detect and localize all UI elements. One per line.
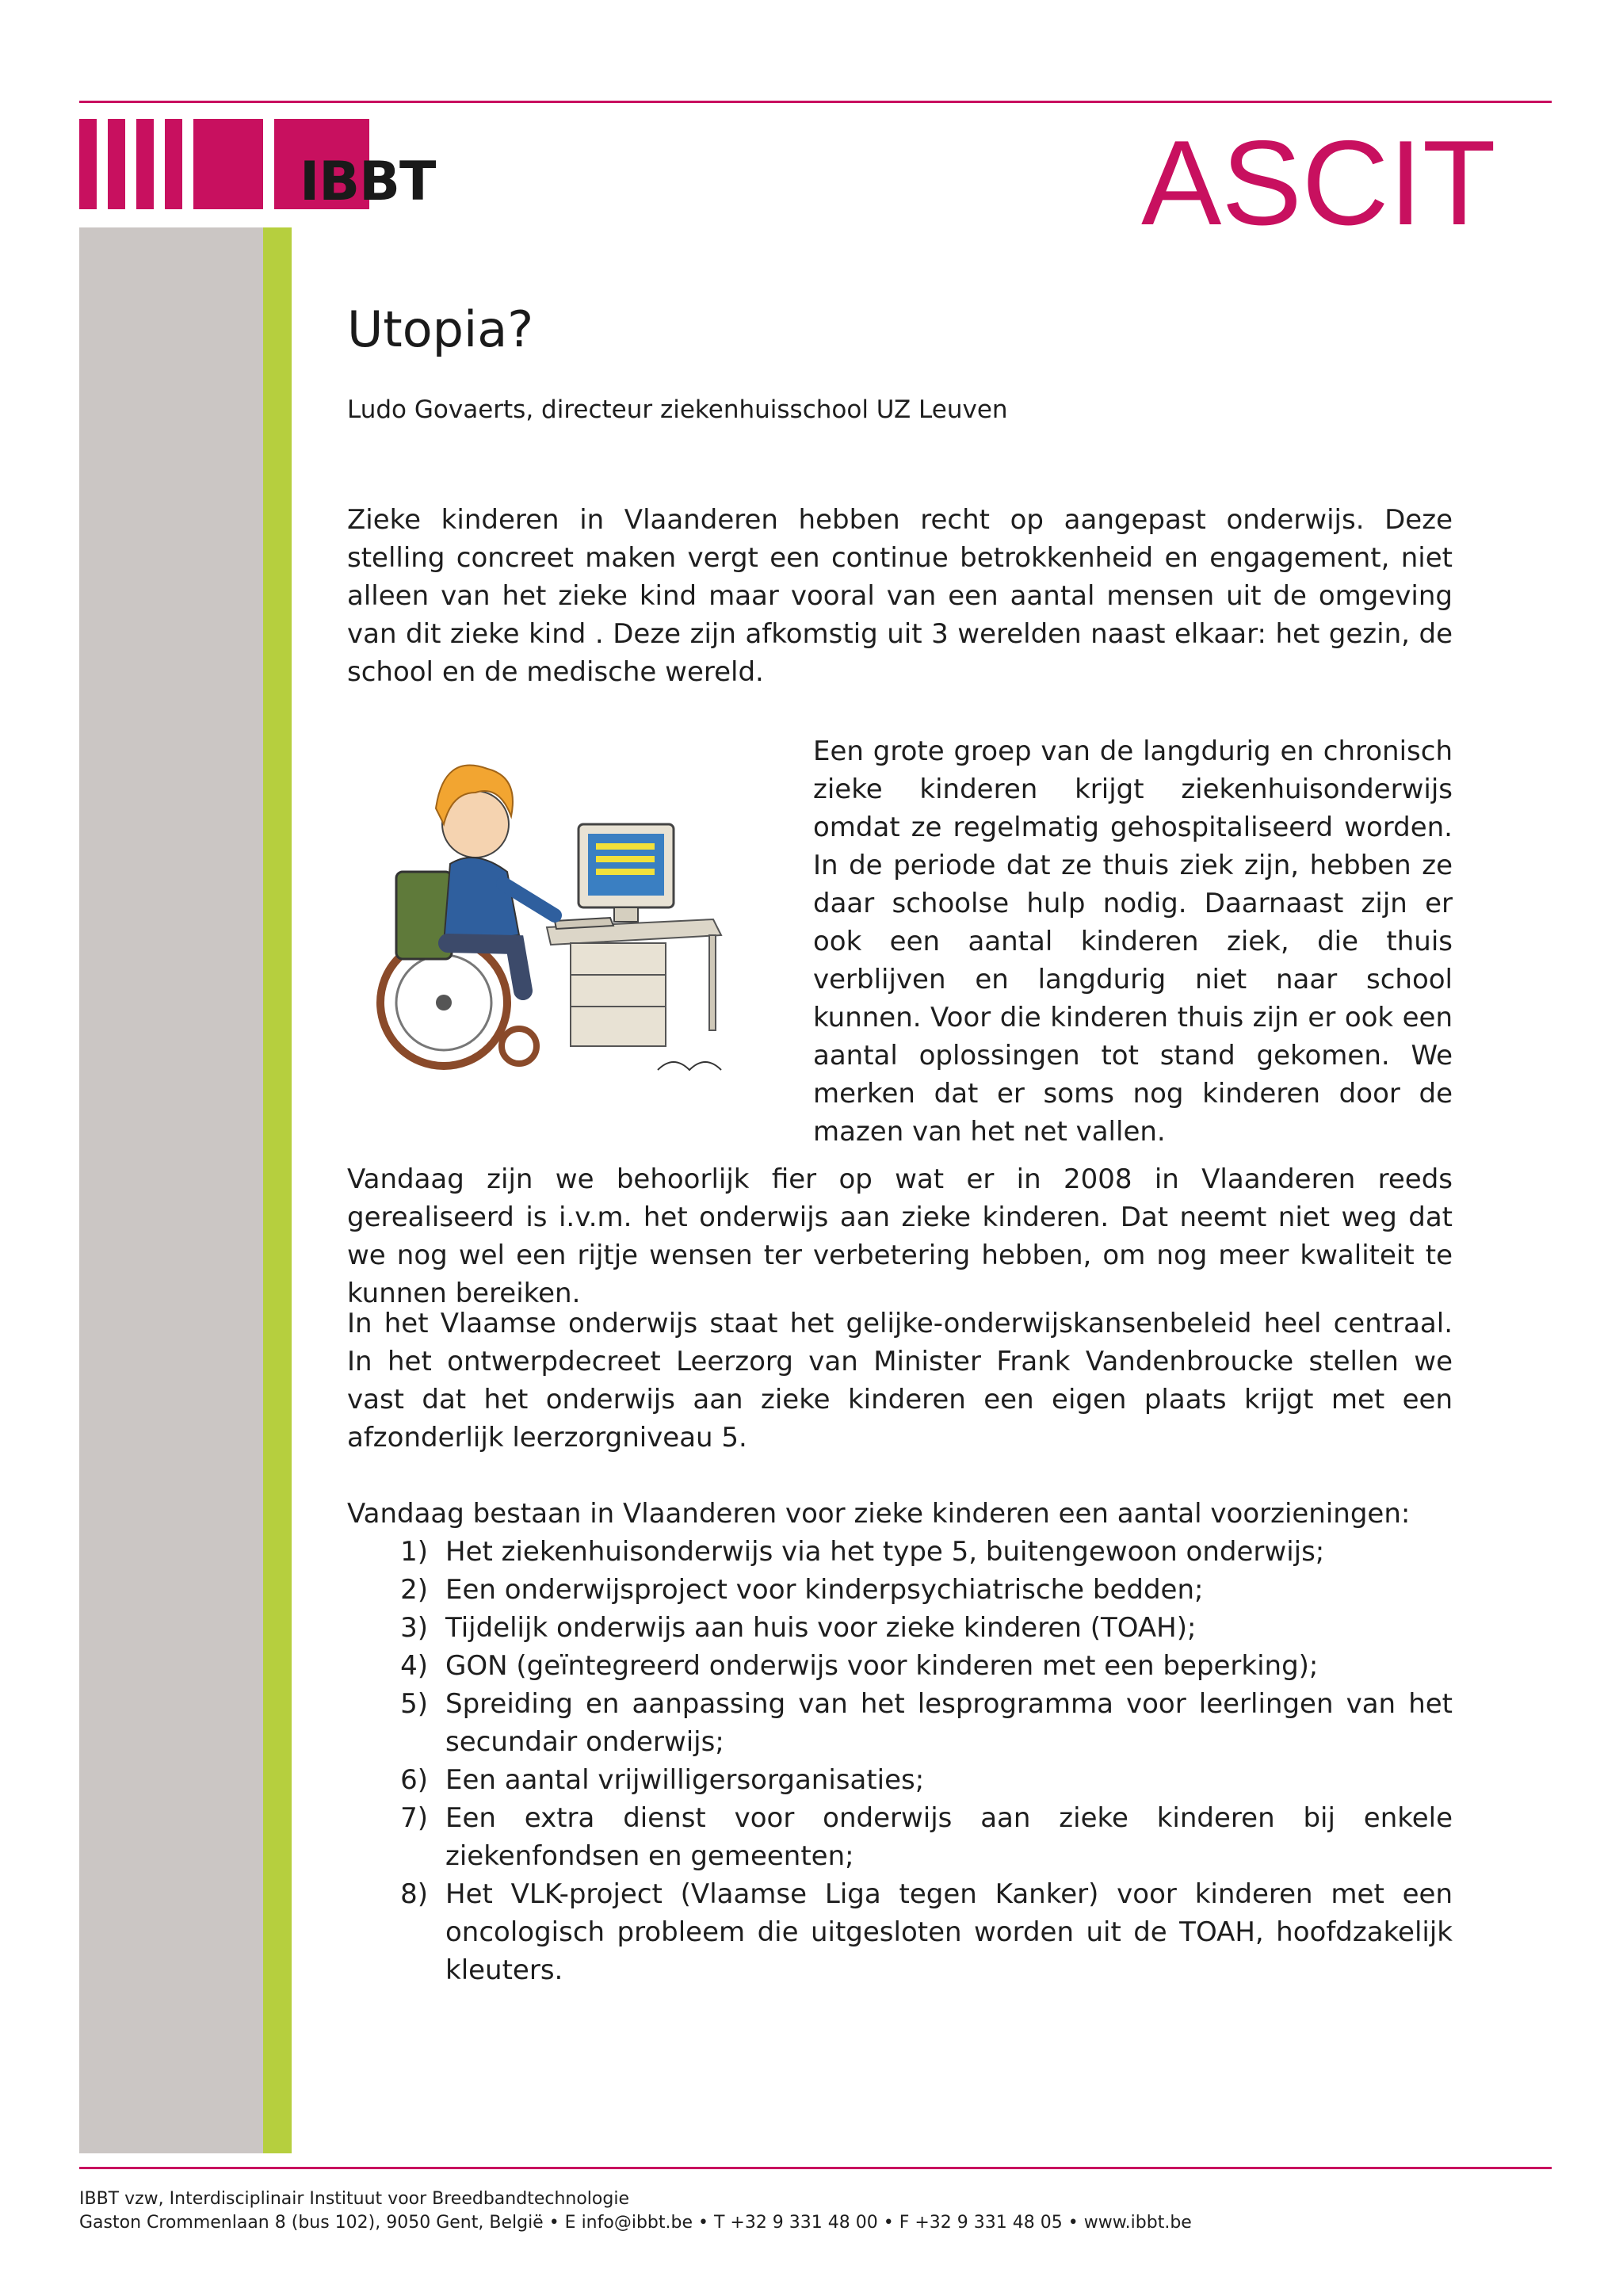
sidebar-grey-band — [79, 227, 263, 2153]
list-item-text: Spreiding en aanpassing van het lesprogramma voor leerlingen van het secundair onderwijs; — [445, 1688, 1453, 1758]
list-item-number: 1) — [400, 1536, 428, 1568]
list-item-number: 6) — [400, 1764, 428, 1796]
list-item — [347, 1761, 1453, 1799]
paragraph-proud: Vandaag zijn we behoorlijk fier op wat er in 2008 in Vlaanderen reeds gerealiseerd is i.v.m. het onderwijs aan zieke kinderen. Dat neemt niet weg dat we nog wel een rijtje wensen ter verbetering hebben, om nog meer kwaliteit te kunnen bereiken. — [347, 1163, 1453, 1309]
sidebar-green-band — [263, 227, 292, 2153]
list-item-text: Een extra dienst voor onderwijs aan zieke kinderen bij enkele ziekenfondsen en gemeenten; — [445, 1802, 1453, 1872]
paragraph-long-term-sick: Een grote groep van de langdurig en chronisch zieke kinderen krijgt ziekenhuisonderwijs omdat ze regelmatig gehospitaliseerd worden. In de periode dat ze thuis ziek zijn, hebben ze daar schoolse hulp nodig. Daarnaast zijn er ook een aantal kinderen ziek, die thuis verblijven en langdurig niet naar school kunnen. Voor die kinderen thuis zijn er ook een aantal oplossingen tot stand gekomen. We merken dat er soms nog kinderen door de mazen van het net vallen. — [813, 735, 1453, 1148]
list-item-text: GON (geïntegreerd onderwijs voor kinderen met een beperking); — [445, 1650, 1319, 1682]
ascit-brand: ASCIT — [1141, 116, 1496, 250]
list-item-number: 8) — [400, 1878, 428, 1910]
author-byline: Ludo Govaerts, directeur ziekenhuisschool UZ Leuven — [347, 395, 1008, 424]
ibbt-logo-text: IBBT — [300, 151, 436, 213]
facilities-list — [347, 1495, 1453, 1989]
page-title: Utopia? — [347, 300, 534, 358]
list-item-number: 3) — [400, 1612, 428, 1644]
list-item — [347, 1685, 1453, 1761]
list-item-number: 5) — [400, 1688, 428, 1720]
list-item — [347, 1533, 1453, 1571]
footer-rule — [79, 2167, 1552, 2169]
paragraph-equal-opportunities: In het Vlaamse onderwijs staat het gelijke-onderwijskansenbeleid heel centraal. In het ontwerpdecreet Leerzorg van Minister Frank Vandenbroucke stellen we vast dat het onderwijs aan zieke kinderen een eigen plaats krijgt met een afzonderlijk leerzorgniveau 5. — [347, 1308, 1453, 1454]
footer-institute: IBBT vzw, Interdisciplinair Instituut voor Breedbandtechnologie — [79, 2189, 629, 2209]
wheelchair-child-illustration — [349, 737, 777, 1094]
list-item-number: 4) — [400, 1650, 428, 1682]
list-item — [347, 1647, 1453, 1685]
list-item-text: Een onderwijsproject voor kinderpsychiatrische bedden; — [445, 1574, 1204, 1606]
list-item — [347, 1875, 1453, 1989]
list-item-text: Tijdelijk onderwijs aan huis voor zieke kinderen (TOAH); — [445, 1612, 1197, 1644]
list-item — [347, 1571, 1453, 1609]
list-item-text: Het VLK-project (Vlaamse Liga tegen Kanker) voor kinderen met een oncologisch probleem die uitgesloten worden uit de TOAH, hoofdzakelijk kleuters. — [445, 1878, 1453, 1986]
list-item — [347, 1609, 1453, 1647]
list-item-number: 2) — [400, 1574, 428, 1606]
list-item-number: 7) — [400, 1802, 428, 1834]
footer-contact: Gaston Crommenlaan 8 (bus 102), 9050 Gent, België • E info@ibbt.be • T +32 9 331 48 00 • F +32 9 331 48 05 • www.ibbt.be — [79, 2213, 1192, 2233]
list-intro: Vandaag bestaan in Vlaanderen voor zieke kinderen een aantal voorzieningen: — [347, 1498, 1411, 1530]
list-item-text: Een aantal vrijwilligersorganisaties; — [445, 1764, 925, 1796]
header-rule — [79, 101, 1552, 103]
paragraph-intro: Zieke kinderen in Vlaanderen hebben recht op aangepast onderwijs. Deze stelling concreet maken vergt een continue betrokkenheid en engagement, niet alleen van het zieke kind maar vooral van een aantal mensen uit de omgeving van dit zieke kind . Deze zijn afkomstig uit 3 werelden naast elkaar: het gezin, de school en de medische wereld. — [347, 504, 1453, 688]
list-item — [347, 1799, 1453, 1875]
footer — [79, 2187, 1192, 2235]
list-item-text: Het ziekenhuisonderwijs via het type 5, buitengewoon onderwijs; — [445, 1536, 1325, 1568]
